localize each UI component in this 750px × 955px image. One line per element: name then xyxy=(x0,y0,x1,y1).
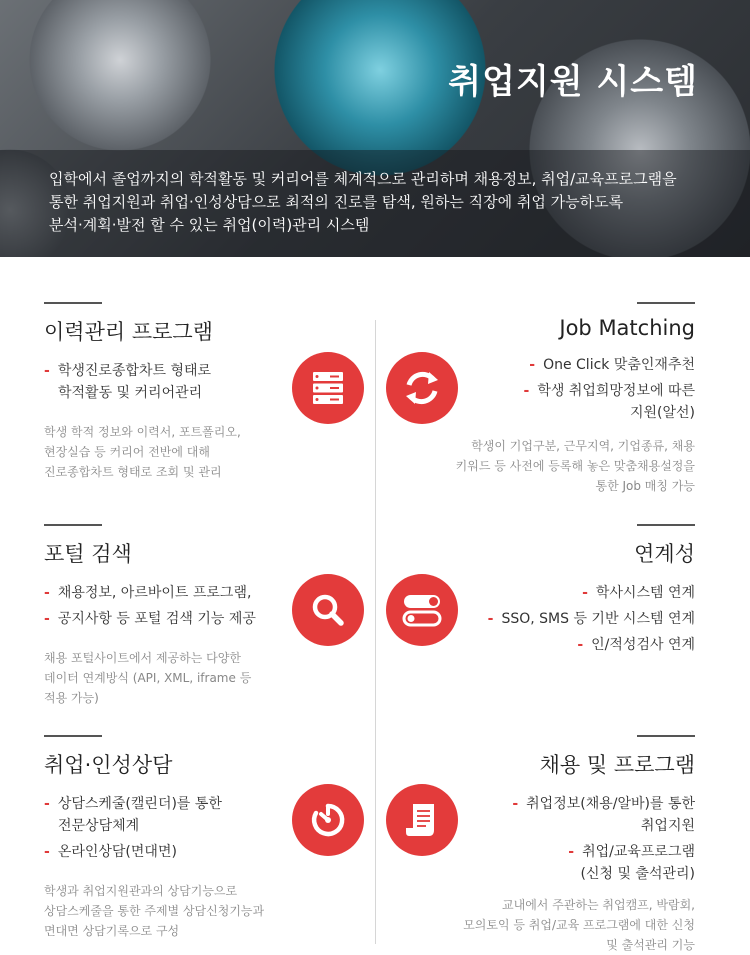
section-rule xyxy=(637,302,695,304)
section-title: 이력관리 프로그램 xyxy=(44,320,213,344)
section-title: 채용 및 프로그램 xyxy=(539,753,695,777)
bullet-item: - 학사시스템 연계 xyxy=(582,585,695,601)
refresh-icon xyxy=(386,352,458,424)
hero-description xyxy=(49,168,709,237)
bullet-item: - 채용정보, 아르바이트 프로그램, xyxy=(44,585,252,601)
bullet-item: 지원(알선) xyxy=(629,405,695,421)
timer-icon xyxy=(292,784,364,856)
section-description: 채용 포털사이트에서 제공하는 다양한 데이터 연계방식 (API, XML, iframe 등 적용 가능) xyxy=(44,651,252,705)
section-title: 연계성 xyxy=(634,542,695,566)
bullet-item: 취업지원 xyxy=(640,818,695,834)
section-title: Job Matching xyxy=(559,316,695,340)
section-description: 학생 학적 정보와 이력서, 포트폴리오, 현장실습 등 커리어 전반에 대해 진로종합차트 형태로 조회 및 관리 xyxy=(44,425,241,479)
search-icon xyxy=(292,574,364,646)
bullet-item: 전문상담체계 xyxy=(58,818,140,834)
bullet-item: - 취업정보(채용/알바)를 통한 xyxy=(512,796,695,812)
bullet-item: - 취업/교육프로그램 xyxy=(568,844,695,860)
hero-desc-line: 입학에서 졸업까지의 학적활동 및 커리어를 체계적으로 관리하며 채용정보, 취업/교육프로그램을 xyxy=(49,170,677,188)
section-rule xyxy=(44,735,102,737)
bullet-item: - 온라인상담(면대면) xyxy=(44,844,177,860)
bullet-item: (신청 및 출석관리) xyxy=(580,866,695,882)
hero-desc-line: 통한 취업지원과 취업·인성상담으로 최적의 진로를 탐색, 원하는 직장에 취업 가능하도록 xyxy=(49,193,624,211)
page-title: 취업지원 시스템 xyxy=(448,62,698,102)
section-title: 포털 검색 xyxy=(44,542,132,566)
bullet-item: - 인/적성검사 연계 xyxy=(577,637,695,653)
section-description: 교내에서 주관하는 취업캠프, 박람회, 모의토익 등 취업/교육 프로그램에 대한 신청 및 출석관리 기능 xyxy=(463,898,695,952)
section-description: 학생이 기업구분, 근무지역, 기업종류, 채용 키워드 등 사전에 등록해 놓은 맞춤채용설정을 통한 Job 매칭 가능 xyxy=(455,439,695,493)
bullet-item: 학적활동 및 커리어관리 xyxy=(58,385,203,401)
section-rule xyxy=(44,524,102,526)
toggle-icon xyxy=(386,574,458,646)
section-rule xyxy=(637,524,695,526)
hero-desc-line: 분석·계획·발전 할 수 있는 취업(이력)관리 시스템 xyxy=(49,216,370,234)
bullet-item: - 학생 취업희망정보에 따른 xyxy=(523,383,695,399)
bullet-item: - One Click 맞춤인재추천 xyxy=(529,357,695,373)
section-rule xyxy=(44,302,102,304)
hero-banner xyxy=(0,0,750,257)
server-icon xyxy=(292,352,364,424)
bullet-item: - 상담스케줄(캘린더)를 통한 xyxy=(44,796,222,812)
scroll-icon xyxy=(386,784,458,856)
section-rule xyxy=(637,735,695,737)
bullet-item: - 공지사항 등 포털 검색 기능 제공 xyxy=(44,611,256,627)
bullet-item: - SSO, SMS 등 기반 시스템 연계 xyxy=(487,611,695,627)
section-title: 취업·인성상담 xyxy=(44,753,173,777)
section-description: 학생과 취업지원관과의 상담기능으로 상담스케줄을 통한 주제별 상담신청기능과 면대면 상담기록으로 구성 xyxy=(44,884,265,938)
bullet-item: - 학생진로종합차트 형태로 xyxy=(44,363,212,379)
